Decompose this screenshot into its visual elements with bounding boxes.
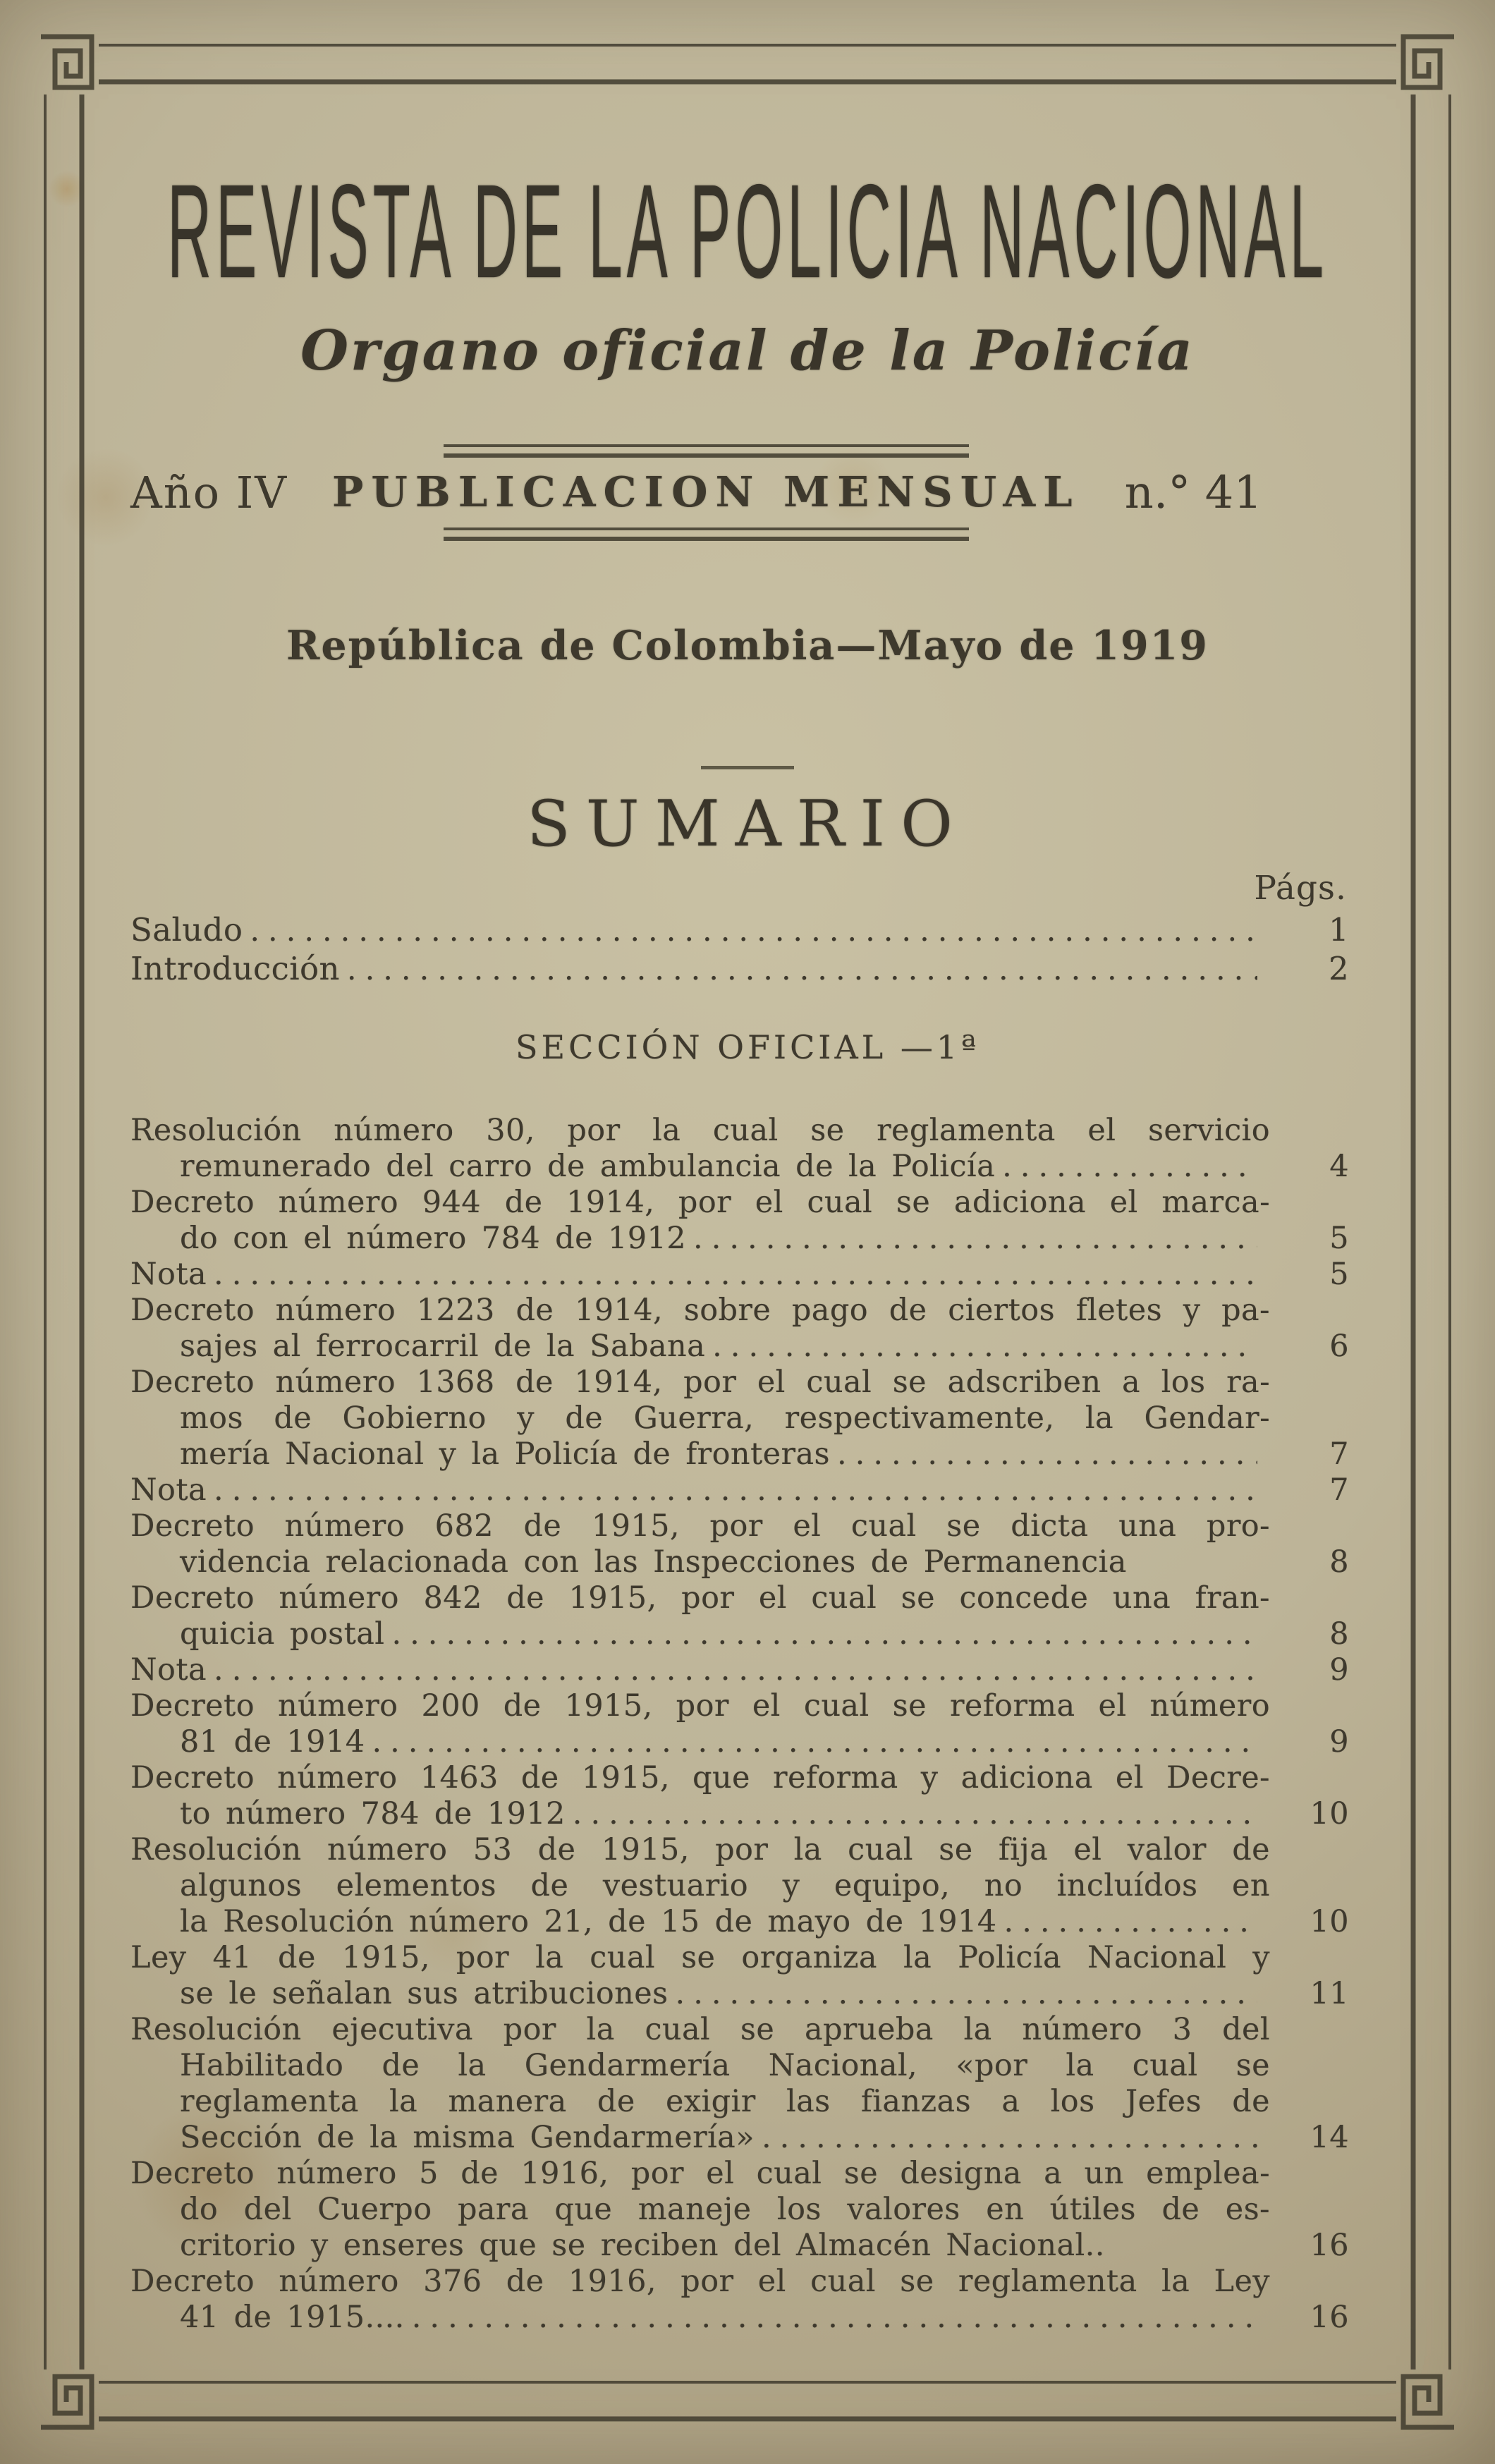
dot-leader bbox=[214, 1472, 1257, 1508]
toc-entry-line bbox=[130, 1221, 1349, 1257]
dot-leader bbox=[372, 1724, 1257, 1760]
pages-column-label: Págs. bbox=[1254, 869, 1347, 908]
dot-leader bbox=[762, 2120, 1257, 2156]
toc-entry-line: Resolución ejecutiva por la cual se aprueba la número 3 del bbox=[130, 2012, 1270, 2047]
page-number: 16 bbox=[1310, 2228, 1349, 2263]
page-number: 9 bbox=[1329, 1652, 1349, 1688]
page-number: 16 bbox=[1310, 2300, 1349, 2335]
toc-entry-text: Sección de la misma Gendarmería» bbox=[180, 2120, 755, 2155]
issue-number: n.° 41 bbox=[1124, 466, 1262, 519]
page-number: 10 bbox=[1310, 1904, 1349, 1939]
frequency-block bbox=[332, 444, 1080, 541]
toc-entry-text: Saludo bbox=[130, 911, 243, 949]
page-number: 1 bbox=[1328, 911, 1349, 949]
dot-leader bbox=[676, 1976, 1257, 2012]
toc-entry bbox=[130, 2264, 1349, 2336]
dot-leader bbox=[712, 1329, 1257, 1365]
year-label: Año IV bbox=[130, 467, 288, 518]
toc-entry-list bbox=[130, 1113, 1349, 2336]
dot-leader bbox=[1002, 1149, 1257, 1185]
dot-leader bbox=[250, 911, 1257, 950]
toc-entry-line: Decreto número 1223 de 1914, sobre pago de ciertos fletes y pa- bbox=[130, 1293, 1270, 1328]
toc-entry bbox=[130, 1688, 1349, 1760]
page-number: 14 bbox=[1310, 2120, 1349, 2155]
summary-heading: SUMARIO bbox=[527, 787, 968, 861]
toc-entry bbox=[130, 2156, 1349, 2264]
magazine-subtitle: Organo oficial de la Policía bbox=[300, 319, 1195, 383]
page-number: 5 bbox=[1329, 1257, 1349, 1292]
toc-entry bbox=[130, 1293, 1349, 1365]
edition-line: República de Colombia—Mayo de 1919 bbox=[286, 622, 1209, 669]
toc-section-heading: SECCIÓN OFICIAL —1ª bbox=[515, 1028, 980, 1066]
dot-leader bbox=[347, 950, 1257, 989]
toc-entry-text: Nota bbox=[130, 1257, 207, 1292]
toc-entry bbox=[130, 1257, 1349, 1293]
toc-entry-text: mería Nacional y la Policía de fronteras bbox=[180, 1437, 830, 1472]
page-number: 8 bbox=[1329, 1544, 1349, 1580]
dot-leader bbox=[693, 1221, 1257, 1257]
toc-entry-text: 81 de 1914 bbox=[180, 1724, 365, 1759]
toc-entry bbox=[130, 2012, 1349, 2156]
toc-entry-line bbox=[130, 1796, 1349, 1832]
page-number: 7 bbox=[1329, 1472, 1349, 1508]
toc-entry bbox=[130, 1580, 1349, 1652]
toc-entry-line bbox=[130, 1329, 1349, 1365]
dot-leader bbox=[391, 1616, 1257, 1652]
toc-entry-text: do con el número 784 de 1912 bbox=[180, 1221, 687, 1256]
toc-entry-line bbox=[130, 1976, 1349, 2012]
frequency-label: PUBLICACION MENSUAL bbox=[332, 468, 1080, 516]
magazine-title: REVISTA DE LA POLICIA NACIONAL bbox=[167, 157, 1328, 307]
toc-entry-line: Decreto número 682 de 1915, por el cual se dicta una pro- bbox=[130, 1508, 1270, 1544]
toc-entry-line: Decreto número 842 de 1915, por el cual se concede una fran- bbox=[130, 1580, 1270, 1616]
toc-entry-line: Decreto número 944 de 1914, por el cual se adiciona el marca- bbox=[130, 1185, 1270, 1220]
page-number: 2 bbox=[1328, 950, 1349, 987]
issue-info-row bbox=[130, 444, 1262, 541]
toc-entry-text: Nota bbox=[130, 1472, 207, 1508]
toc-entry-line bbox=[130, 950, 1349, 989]
toc-entry-line: Decreto número 1368 de 1914, por el cual se adscriben a los ra- bbox=[130, 1365, 1270, 1400]
page-number: 8 bbox=[1329, 1616, 1349, 1652]
toc-entry-line: reglamenta la manera de exigir las fianzas a los Jefes de bbox=[180, 2084, 1270, 2119]
page-number: 7 bbox=[1329, 1437, 1349, 1472]
toc-entry-line bbox=[130, 1257, 1349, 1293]
toc-entry-line bbox=[130, 1437, 1349, 1472]
toc-entry-text: sajes al ferrocarril de la Sabana bbox=[180, 1329, 706, 1364]
page-number: 5 bbox=[1329, 1221, 1349, 1256]
dot-leader bbox=[1004, 1904, 1257, 1940]
toc-entry-text: to número 784 de 1912 bbox=[180, 1796, 566, 1831]
toc-entry bbox=[130, 1185, 1349, 1257]
page-number: 10 bbox=[1310, 1796, 1349, 1831]
page-number: 9 bbox=[1329, 1724, 1349, 1759]
toc-entry-line: mos de Gobierno y de Guerra, respectivamente, la Gendar- bbox=[180, 1401, 1270, 1436]
toc-entry-line: Decreto número 376 de 1916, por el cual se reglamenta la Ley bbox=[130, 2264, 1270, 2299]
toc-entry-line: do del Cuerpo para que maneje los valores en útiles de es- bbox=[180, 2192, 1270, 2227]
dot-leader bbox=[214, 1257, 1257, 1293]
toc-entry bbox=[130, 1508, 1349, 1580]
toc-entry-line bbox=[130, 1472, 1349, 1508]
page-number: 11 bbox=[1310, 1976, 1349, 2011]
toc-entry bbox=[130, 1365, 1349, 1472]
toc-entry-line bbox=[130, 1904, 1349, 1940]
toc-entry-text: critorio y enseres que se reciben del Almacén Nacional.. bbox=[180, 2228, 1105, 2263]
toc-entry-line bbox=[130, 1149, 1349, 1185]
toc-entry bbox=[130, 950, 1349, 989]
toc-entry bbox=[130, 1760, 1349, 1832]
toc-entry-line bbox=[130, 1544, 1349, 1580]
toc-entry-line: Ley 41 de 1915, por la cual se organiza la Policía Nacional y bbox=[130, 1940, 1270, 1975]
decorative-rule-bottom bbox=[444, 527, 969, 541]
toc-entry-line: Decreto número 200 de 1915, por el cual se reforma el número bbox=[130, 1688, 1270, 1724]
toc-entry-text: Nota bbox=[130, 1652, 207, 1688]
dot-leader bbox=[412, 2300, 1257, 2336]
toc-entry-line: Decreto número 1463 de 1915, que reforma y adiciona el Decre- bbox=[130, 1760, 1270, 1795]
toc-entry-text: 41 de 1915.... bbox=[180, 2300, 405, 2335]
toc-entry bbox=[130, 1652, 1349, 1688]
toc-entry bbox=[130, 1472, 1349, 1508]
toc-entry bbox=[130, 1113, 1349, 1185]
decorative-rule-top bbox=[444, 444, 969, 458]
toc-entry-line bbox=[130, 1652, 1349, 1688]
toc-entry-text: la Resolución número 21, de 15 de mayo de 1914 bbox=[180, 1904, 997, 1939]
toc-entry-line: Resolución número 30, por la cual se reglamenta el servicio bbox=[130, 1113, 1270, 1148]
toc-entry-line bbox=[130, 1616, 1349, 1652]
toc-entry-line bbox=[130, 2300, 1349, 2336]
toc-front-list bbox=[130, 911, 1349, 989]
page-number: 4 bbox=[1329, 1149, 1349, 1184]
dot-leader bbox=[214, 1652, 1257, 1688]
edition-divider-rule bbox=[701, 766, 794, 769]
toc-entry-text: se le señalan sus atribuciones bbox=[180, 1976, 669, 2011]
toc-entry-line bbox=[130, 2120, 1349, 2156]
toc-entry-text: quicia postal bbox=[180, 1616, 385, 1652]
toc-entry-text: remunerado del carro de ambulancia de la Policía bbox=[180, 1149, 996, 1184]
toc-entry-text: videncia relacionada con las Inspecciones de Permanencia bbox=[180, 1544, 1127, 1580]
toc-entry-line: Decreto número 5 de 1916, por el cual se designa a un emplea- bbox=[130, 2156, 1270, 2191]
page-number: 6 bbox=[1329, 1329, 1349, 1364]
toc-entry bbox=[130, 911, 1349, 950]
toc-entry-line: Resolución número 53 de 1915, por la cual se fija el valor de bbox=[130, 1832, 1270, 1867]
toc-entry-text: Introducción bbox=[130, 950, 340, 987]
toc-entry bbox=[130, 1832, 1349, 1940]
toc-entry-line: algunos elementos de vestuario y equipo, no incluídos en bbox=[180, 1868, 1270, 1903]
toc-entry-line bbox=[130, 2228, 1349, 2264]
toc-entry-line: Habilitado de la Gendarmería Nacional, «por la cual se bbox=[180, 2048, 1270, 2083]
toc-entry bbox=[130, 1940, 1349, 2012]
toc-entry-line bbox=[130, 911, 1349, 950]
toc-entry-line bbox=[130, 1724, 1349, 1760]
dot-leader bbox=[837, 1437, 1257, 1472]
dot-leader bbox=[573, 1796, 1257, 1832]
